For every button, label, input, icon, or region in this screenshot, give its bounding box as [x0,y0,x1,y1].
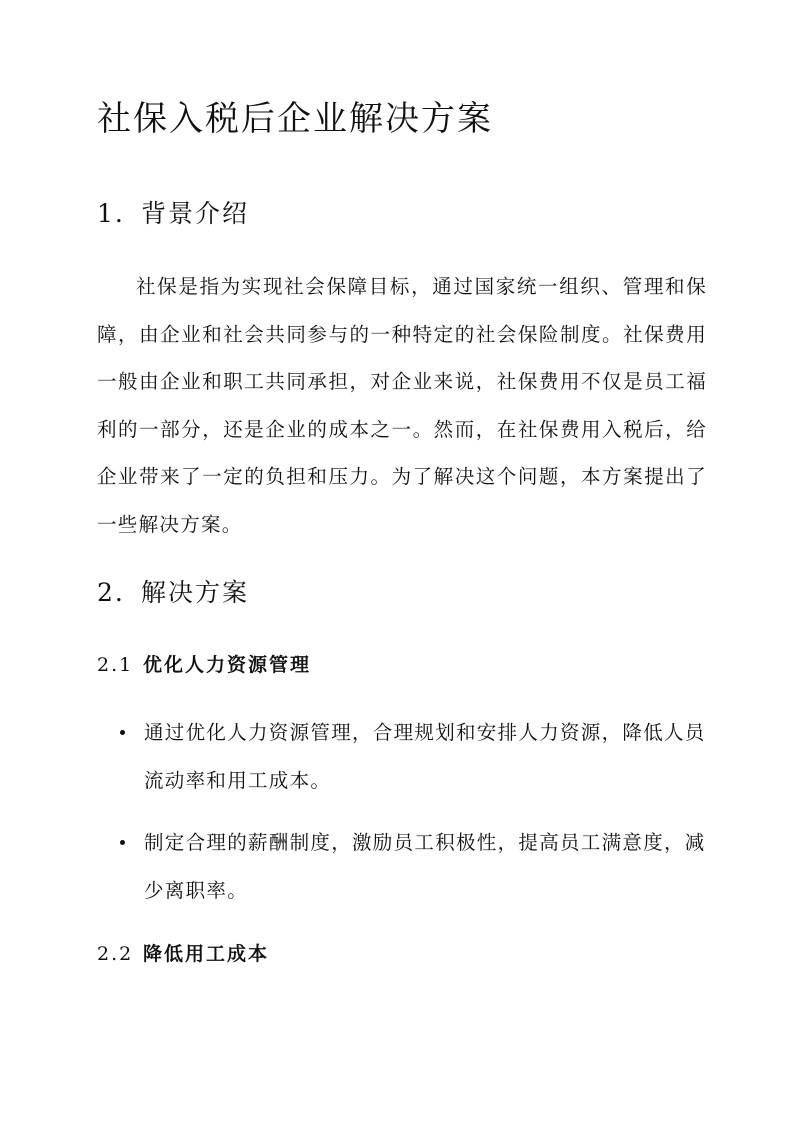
section-heading-solutions [97,576,249,610]
background-paragraph: 社保是指为实现社会保障目标，通过国家统一组织、管理和保障，由企业和社会共同参与的一种特定的社会保险制度。社保费用一般由企业和职工共同承担，对企业来说，社保费用不仅是员工福利的一部分，还是企业的成本之一。然而，在社保费用入税后，给企业带来了一定的负担和压力。为了解决这个问题，本方案提出了一些解决方案。 [97,275,707,536]
subsection-heading-cost [97,940,269,968]
section-number: 2. [97,578,125,607]
section-title: 解决方案 [141,578,250,607]
document-title: 社保入税后企业解决方案 [97,99,493,139]
section-title: 背景介绍 [141,199,250,228]
list-item [117,819,707,915]
subsection-title: 优化人力资源管理 [143,654,312,676]
hr-bullet-list [117,709,707,915]
bullet-dot-icon [120,840,125,845]
subsection-heading-hr [97,651,311,679]
list-item [117,709,707,805]
list-item-text: 制定合理的薪酬制度，激励员工积极性，提高员工满意度，减少离职率。 [144,831,706,902]
subsection-number: 2.1 [97,654,134,676]
bullet-dot-icon [120,730,125,735]
section-number: 1. [97,199,125,228]
subsection-title: 降低用工成本 [143,943,270,965]
list-item-text: 通过优化人力资源管理，合理规划和安排人力资源，降低人员流动率和用工成本。 [144,721,706,792]
section-heading-background [97,197,249,231]
subsection-number: 2.2 [97,943,134,965]
